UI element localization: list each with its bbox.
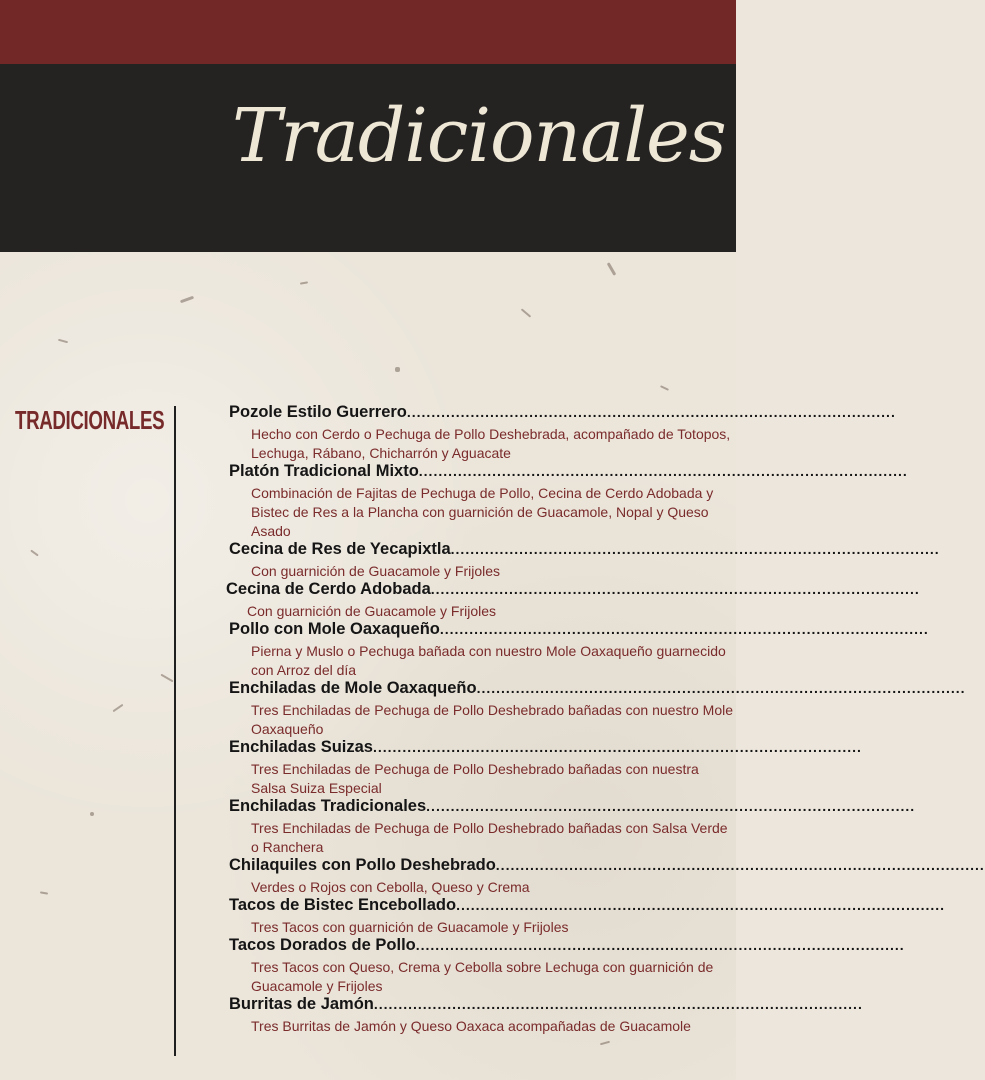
leader-dots: .................................................................................................... xyxy=(456,897,946,913)
menu-item-description: Tres Enchiladas de Pechuga de Pollo Deshebrado bañadas con nuestra Salsa Suiza Especial xyxy=(251,761,699,796)
top-accent-band xyxy=(0,0,736,64)
menu-item xyxy=(229,896,946,937)
menu-item-name: Enchiladas de Mole Oaxaqueño xyxy=(229,679,477,697)
menu-item xyxy=(229,540,940,581)
leader-dots: .................................................................................................... xyxy=(430,581,920,597)
leader-dots: .................................................................................................... xyxy=(439,621,929,637)
menu-item-header xyxy=(229,738,862,760)
menu-item-description: Pierna y Muslo o Pechuga bañada con nuestro Mole Oaxaqueño guarnecido con Arroz del día xyxy=(251,643,726,678)
menu-item-name: Enchiladas Suizas xyxy=(229,738,373,756)
menu-item xyxy=(229,679,966,739)
menu-item-header xyxy=(229,462,908,484)
menu-item xyxy=(229,856,985,897)
menu-item-name: Cecina de Cerdo Adobada xyxy=(226,580,431,598)
menu-item-description: Tres Tacos con Queso, Crema y Cebolla sobre Lechuga con guarnición de Guacamole y Frijoles xyxy=(251,959,714,994)
leader-dots: .................................................................................................... xyxy=(415,937,905,953)
menu-item-header xyxy=(229,679,966,701)
menu-item xyxy=(229,995,863,1036)
menu-item xyxy=(226,580,920,621)
menu-item-header xyxy=(229,620,929,642)
menu-item xyxy=(229,738,862,798)
menu-item xyxy=(229,403,896,463)
menu-item-header xyxy=(229,856,985,878)
leader-dots: .................................................................................................... xyxy=(495,857,985,873)
vertical-divider xyxy=(174,406,176,1056)
menu-item-name: Platón Tradicional Mixto xyxy=(229,462,419,480)
menu-item-name: Burritas de Jamón xyxy=(229,995,374,1013)
menu-item-name: Pozole Estilo Guerrero xyxy=(229,403,407,421)
menu-item-description: Con guarnición de Guacamole y Frijoles xyxy=(247,603,497,619)
menu-item-description: Verdes o Rojos con Cebolla, Queso y Crema xyxy=(251,879,530,895)
menu-item-name: Tacos Dorados de Pollo xyxy=(229,936,416,954)
menu-item-description: Combinación de Fajitas de Pechuga de Pollo, Cecina de Cerdo Adobada y Bistec de Res a la Plancha con guarnición de Guacamole, Nopal y Queso Asado xyxy=(251,485,714,539)
menu-item xyxy=(229,620,929,680)
menu-item-description: Tres Tacos con guarnición de Guacamole y Frijoles xyxy=(251,919,569,935)
menu-item-description: Tres Burritas de Jamón y Queso Oaxaca acompañadas de Guacamole xyxy=(251,1018,691,1034)
leader-dots: .................................................................................................... xyxy=(372,739,862,755)
section-label: TRADICIONALES xyxy=(15,405,165,435)
page-title: Tradicionales xyxy=(232,93,726,179)
menu-item-description: Tres Enchiladas de Pechuga de Pollo Deshebrado bañadas con nuestro Mole Oaxaqueño xyxy=(251,702,734,737)
menu-item-name: Enchiladas Tradicionales xyxy=(229,797,427,815)
leader-dots: .................................................................................................... xyxy=(418,463,908,479)
menu-item xyxy=(229,797,916,857)
menu-item-name: Chilaquiles con Pollo Deshebrado xyxy=(229,856,496,874)
menu-item-name: Cecina de Res de Yecapixtla xyxy=(229,540,451,558)
menu-item-description: Con guarnición de Guacamole y Frijoles xyxy=(251,563,501,579)
leader-dots: .................................................................................................... xyxy=(373,996,863,1012)
menu-item-description: Tres Enchiladas de Pechuga de Pollo Deshebrado bañadas con Salsa Verde o Ranchera xyxy=(251,820,728,855)
leader-dots: .................................................................................................... xyxy=(426,798,916,814)
menu-item-header xyxy=(226,580,920,602)
menu-item xyxy=(229,462,908,541)
menu-item-name: Tacos de Bistec Encebollado xyxy=(229,896,457,914)
menu-item-header xyxy=(229,540,940,562)
leader-dots: .................................................................................................... xyxy=(476,680,966,696)
leader-dots: .................................................................................................... xyxy=(406,404,896,420)
menu-item-header xyxy=(229,896,946,918)
leader-dots: .................................................................................................... xyxy=(450,541,940,557)
menu-list xyxy=(226,403,985,1035)
menu-item xyxy=(229,936,905,996)
menu-item-header xyxy=(229,403,896,425)
menu-item-description: Hecho con Cerdo o Pechuga de Pollo Deshebrada, acompañado de Totopos, Lechuga, Rábano, Chicharrón y Aguacate xyxy=(251,426,731,461)
menu-item-name: Pollo con Mole Oaxaqueño xyxy=(229,620,440,638)
menu-item-header xyxy=(229,797,916,819)
menu-item-header xyxy=(229,995,863,1017)
menu-item-header xyxy=(229,936,905,958)
